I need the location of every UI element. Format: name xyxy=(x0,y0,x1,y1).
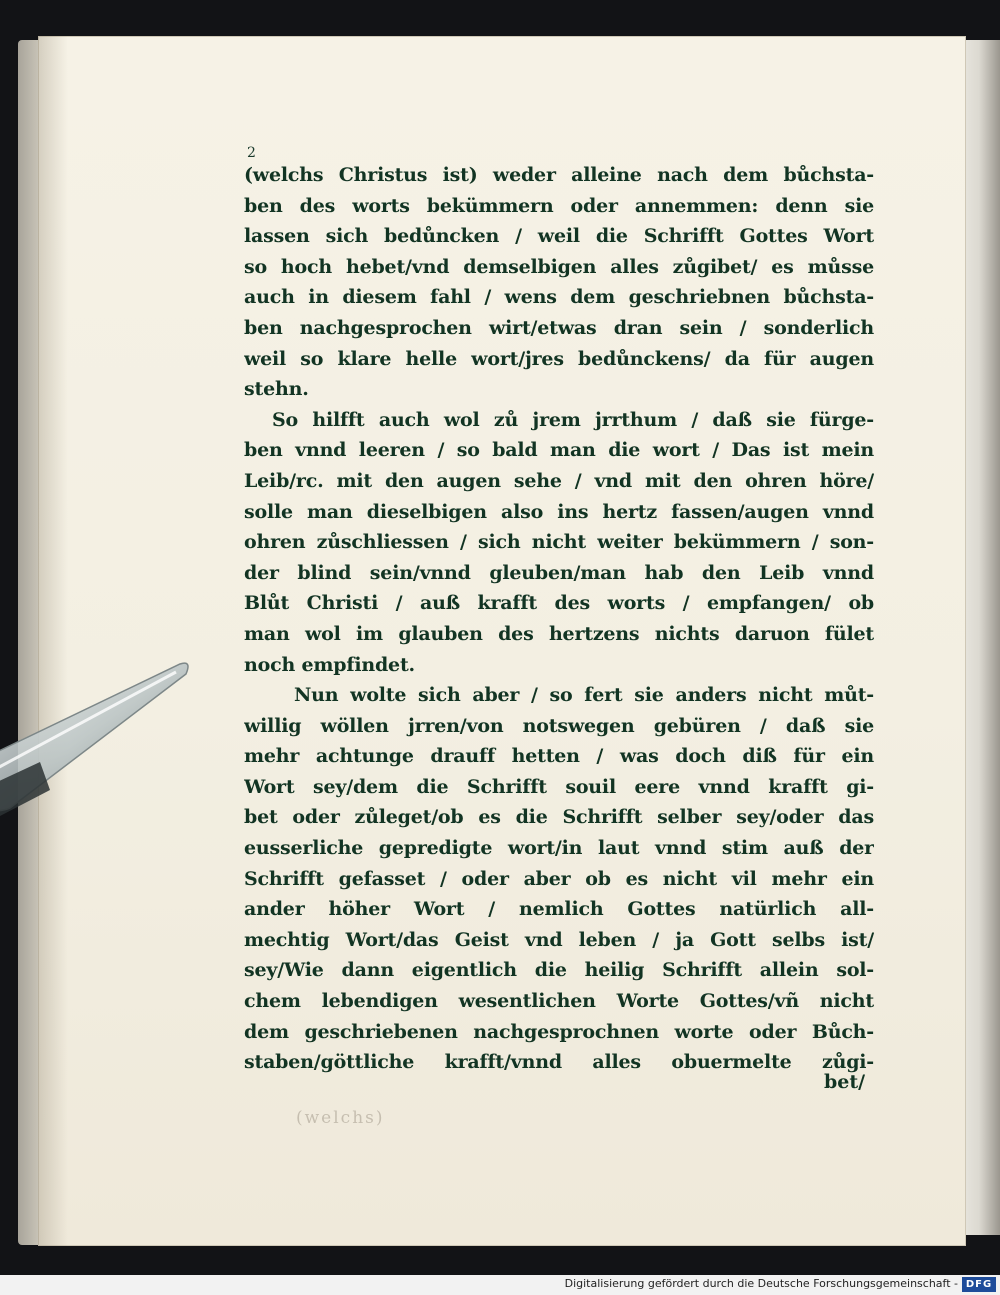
text-line: chem lebendigen wesentlichen Worte Gottes/vñ nicht xyxy=(244,990,874,1013)
text-line: auch in diesem fahl / wens dem geschriebnen bůchsta- xyxy=(244,286,874,309)
text-line: (welchs Christus ist) weder alleine nach dem bůchsta- xyxy=(244,164,874,186)
text-line: staben/göttliche krafft/vnnd alles obuermelte zůgi- xyxy=(244,1051,874,1074)
text-line: mehr achtunge drauff hetten / was doch diß für ein xyxy=(244,745,874,768)
page-number: 2 xyxy=(247,145,256,161)
text-line: solle man dieselbigen also ins hertz fassen/augen vnnd xyxy=(244,500,874,523)
text-line: ben vnnd leeren / so bald man die wort / Das ist mein xyxy=(244,439,874,462)
text-line: ben des worts bekümmern oder annemmen: denn sie xyxy=(244,194,874,217)
footer-credit: Digitalisierung gefördert durch die Deutsche Forschungsgemeinschaft - xyxy=(564,1277,958,1290)
text-line: weil so klare helle wort/jres bedůnckens/ da für augen xyxy=(244,347,874,370)
text-line: stehn. xyxy=(244,378,309,401)
text-line: der blind sein/vnnd gleuben/man hab den Leib vnnd xyxy=(244,561,874,584)
text-block xyxy=(244,160,874,1078)
text-line: lassen sich bedůncken / weil die Schrifft Gottes Wort xyxy=(244,225,874,248)
text-line: so hoch hebet/vnd demselbigen alles zůgibet/ es můsse xyxy=(244,255,874,278)
text-line: mechtig Wort/das Geist vnd leben / ja Gott selbs ist/ xyxy=(244,928,874,951)
text-line: sey/Wie dann eigentlich die heilig Schrifft allein sol- xyxy=(244,959,874,982)
text-line: ander höher Wort / nemlich Gottes natürlich all- xyxy=(244,898,874,921)
footer-bar xyxy=(0,1275,1000,1295)
text-line: Wort sey/dem die Schrifft souil eere vnnd krafft gi- xyxy=(244,775,874,798)
text-line: Schrifft gefasset / oder aber ob es nicht vil mehr ein xyxy=(244,867,874,890)
text-line: eusserliche gepredigte wort/in laut vnnd stim auß der xyxy=(244,837,874,860)
glass-pointer-icon xyxy=(0,640,240,840)
text-line: dem geschriebenen nachgesprochnen worte oder Bůch- xyxy=(244,1020,874,1043)
text-line: bet oder zůleget/ob es die Schrifft selber sey/oder das xyxy=(244,806,874,829)
text-line: Blůt Christi / auß krafft des worts / empfangen/ ob xyxy=(244,592,874,615)
text-line: noch empfindet. xyxy=(244,653,415,676)
text-line: So hilfft auch wol zů jrem jrrthum / daß sie fürge- xyxy=(272,408,874,431)
text-line: Nun wolte sich aber / so fert sie anders nicht můt- xyxy=(294,684,874,707)
text-line: willig wöllen jrren/von notswegen gebüren / daß sie xyxy=(244,714,874,737)
dfg-logo-icon[interactable]: DFG xyxy=(962,1277,996,1292)
text-line: man wol im glauben des hertzens nichts daruon fület xyxy=(244,622,874,645)
text-line: Leib/rc. mit den augen sehe / vnd mit den ohren höre/ xyxy=(244,469,874,492)
catchword: bet/ xyxy=(824,1071,866,1093)
bleed-through-text: (welchs) xyxy=(296,1108,548,1128)
text-line: ohren zůschliessen / sich nicht weiter bekümmern / son- xyxy=(244,531,874,554)
text-line: ben nachgesprochen wirt/etwas dran sein / sonderlich xyxy=(244,316,874,339)
